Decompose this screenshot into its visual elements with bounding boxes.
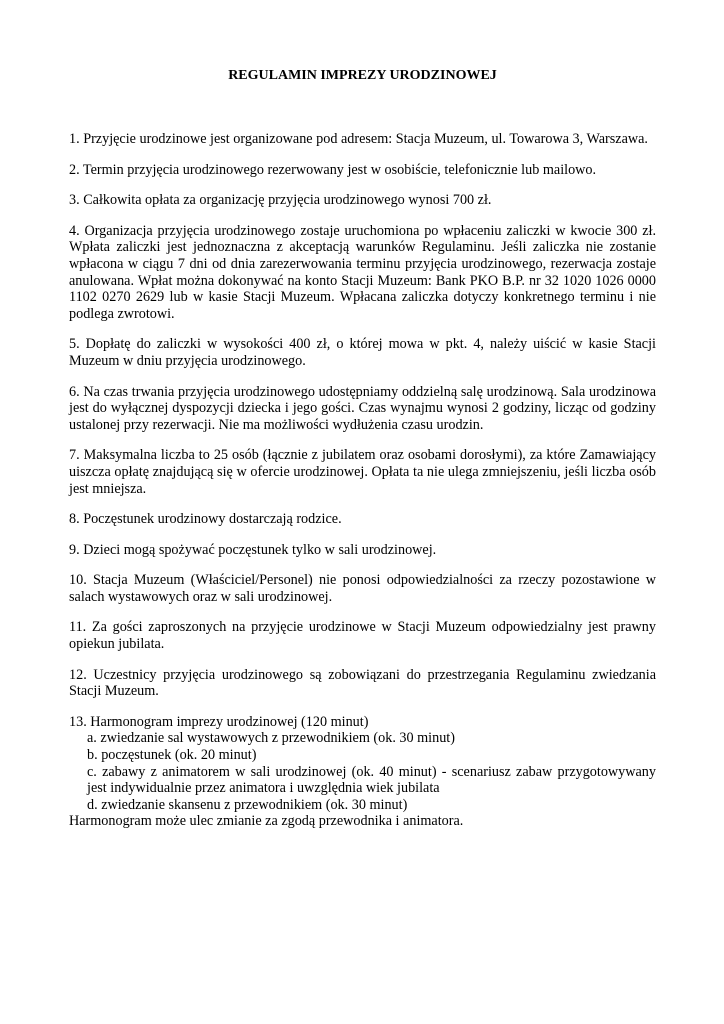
rule-4: 4. Organizacja przyjęcia urodzinowego zostaje uruchomiona po wpłaceniu zaliczki w kwocie 300 zł. Wpłata zaliczki jest jednoznaczna z akceptacją warunków Regulaminu. Jeśli zaliczka nie zostanie wpłacona w ciągu 7 dni od dnia zarezerwowania terminu przyjęcia urodzinowego, rezerwacja zostaje anulowana. Wpłat można dokonywać na konto Stacji Muzeum: Bank PKO B.P. nr 32 1020 1026 0000 1102 0270 2629 lub w kasie Stacji Muzeum. Wpłacana zaliczka dotyczy konkretnego terminu i nie podlega zwrotowi. [69, 222, 656, 322]
rule-8: 8. Poczęstunek urodzinowy dostarczają rodzice. [69, 511, 342, 528]
schedule-item-c: c. zabawy z animatorem w sali urodzinowej (ok. 40 minut) - scenariusz zabaw przygotowywany jest indywidualnie przez animatora i uwzględnia wiek jubilata [87, 763, 656, 797]
rule-2: 2. Termin przyjęcia urodzinowego rezerwowany jest w osobiście, telefonicznie lub mailowo. [69, 161, 597, 178]
schedule-section [69, 714, 656, 830]
rule-1: 1. Przyjęcie urodzinowe jest organizowane pod adresem: Stacja Muzeum, ul. Towarowa 3, Warszawa. [69, 131, 648, 147]
rule-12: 12. Uczestnicy przyjęcia urodzinowego są zobowiązani do przestrzegania Regulaminu zwiedzania Stacji Muzeum. [69, 666, 656, 700]
schedule-item-b: b. poczęstunek (ok. 20 minut) [87, 747, 257, 764]
schedule-item-a: a. zwiedzanie sal wystawowych z przewodnikiem (ok. 30 minut) [87, 730, 455, 747]
rule-5: 5. Dopłatę do zaliczki w wysokości 400 zł, o której mowa w pkt. 4, należy uiścić w kasie Stacji Muzeum w dniu przyjęcia urodzinowego. [69, 336, 656, 369]
rule-6: 6. Na czas trwania przyjęcia urodzinowego udostępniamy oddzielną salę urodzinową. Sala urodzinowa jest do wyłącznej dyspozycji dziecka i jego gości. Czas wynajmu wynosi 2 godziny, licząc od godziny ustalonej przy rezerwacji. Nie ma możliwości wydłużenia czasu urodzin. [69, 383, 656, 433]
document-title: REGULAMIN IMPREZY URODZINOWEJ [228, 68, 497, 83]
schedule-note: Harmonogram może ulec zmianie za zgodą przewodnika i animatora. [69, 813, 464, 830]
document-page [69, 67, 656, 830]
schedule-item-d: d. zwiedzanie skansenu z przewodnikiem (ok. 30 minut) [87, 796, 408, 813]
rule-7: 7. Maksymalna liczba to 25 osób (łącznie z jubilatem oraz osobami dorosłymi), za które Zamawiający uiszcza opłatę znajdującą się w ofercie urodzinowej. Opłata ta nie ulega zmniejszeniu, jeśli liczba osób jest mniejsza. [69, 447, 656, 497]
rule-9: 9. Dzieci mogą spożywać poczęstunek tylko w sali urodzinowej. [69, 541, 437, 558]
rule-10: 10. Stacja Muzeum (Właściciel/Personel) nie ponosi odpowiedzialności za rzeczy pozostawione w salach wystawowych oraz w sali urodzinowej. [69, 572, 656, 605]
rule-3: 3. Całkowita opłata za organizację przyjęcia urodzinowego wynosi 700 zł. [69, 192, 492, 209]
schedule-heading: 13. Harmonogram imprezy urodzinowej (120 minut) [69, 713, 369, 730]
rule-11: 11. Za gości zaproszonych na przyjęcie urodzinowe w Stacji Muzeum odpowiedzialny jest prawny opiekun jubilata. [69, 619, 656, 653]
